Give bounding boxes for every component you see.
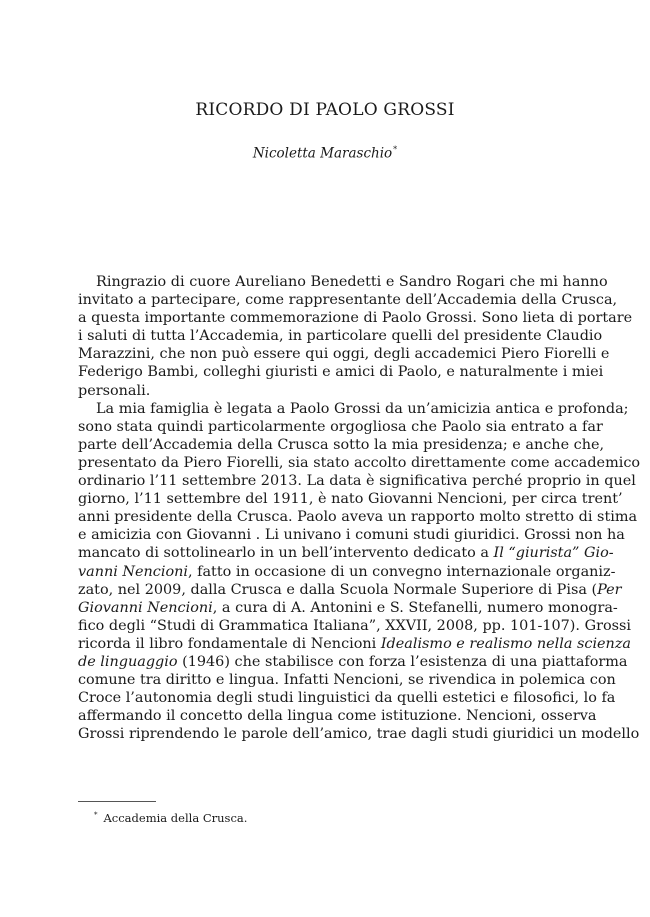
text-segment: parte dell’Accademia della Crusca sotto la mia presidenza; e anche che, xyxy=(78,436,605,453)
text-segment: anni presidente della Crusca. Paolo aveva un rapporto molto stretto di stima xyxy=(78,509,638,526)
text-line xyxy=(78,725,640,743)
text-segment: invitato a partecipare, come rappresentante dell’Accademia della Crusca, xyxy=(78,292,618,309)
text-segment: Marazzini, che non può essere qui oggi, degli accademici Piero Fiorelli e xyxy=(78,346,610,363)
text-segment: zato, nel 2009, dalla Crusca e dalla Scuola Normale Superiore di Pisa ( xyxy=(78,581,598,598)
text-line xyxy=(78,653,628,671)
author-line xyxy=(0,145,650,162)
text-line xyxy=(78,707,597,725)
author-name: Nicoletta Maraschio xyxy=(252,145,393,162)
text-segment: sono stata quindi particolarmente orgogliosa che Paolo sia entrato a far xyxy=(78,418,603,435)
text-line xyxy=(78,273,608,291)
footnote-mark: * xyxy=(94,811,98,820)
text-line xyxy=(78,599,618,617)
text-line xyxy=(78,689,616,707)
text-line xyxy=(78,382,574,400)
text-segment: personali. xyxy=(78,382,151,399)
text-line xyxy=(78,526,625,544)
text-segment: affermando il concetto della lingua come istituzione. Nencioni, osserva xyxy=(78,708,597,725)
text-line xyxy=(78,418,603,436)
text-line xyxy=(78,635,631,653)
text-line xyxy=(78,581,622,599)
text-segment: mancato di sottolinearlo in un bell’intervento dedicato a xyxy=(78,545,494,562)
text-segment: e amicizia con Giovanni . Li univano i comuni studi giuridici. Grossi non ha xyxy=(78,527,625,544)
text-line xyxy=(78,400,629,418)
italic-text: Idealismo e realismo nella scienza xyxy=(380,635,631,652)
italic-text: Il “giurista” Gio- xyxy=(493,545,614,562)
text-segment: fico degli “Studi di Grammatica Italiana”, XXVII, 2008, pp. 101-107). Grossi xyxy=(78,617,631,634)
text-line xyxy=(78,671,616,689)
article-title: RICORDO DI PAOLO GROSSI xyxy=(195,100,455,120)
text-segment: Grossi riprendendo le parole dell’amico, trae dagli studi giuridici un modello xyxy=(78,726,640,743)
text-segment: Federigo Bambi, colleghi giuristi e amici di Paolo, e naturalmente i miei xyxy=(78,364,604,381)
text-line xyxy=(78,327,603,345)
text-line xyxy=(78,309,633,327)
text-segment: Croce l’autonomia degli studi linguistici da quelli estetici e filosofici, lo fa xyxy=(78,690,616,707)
text-segment: (1946) che stabilisce con forza l’esistenza di una piattaforma xyxy=(177,653,628,670)
text-line xyxy=(78,363,604,381)
author-footnote-mark: * xyxy=(393,145,398,154)
text-line xyxy=(78,472,636,490)
italic-text: vanni Nencioni xyxy=(78,563,188,580)
text-line xyxy=(78,508,638,526)
text-line xyxy=(78,345,610,363)
text-segment: ordinario l’11 settembre 2013. La data è significativa perché proprio in quel xyxy=(78,473,636,490)
text-line xyxy=(78,436,605,454)
text-line xyxy=(78,563,616,581)
footnote xyxy=(94,811,247,825)
text-segment: Ringrazio di cuore Aureliano Benedetti e Sandro Rogari che mi hanno xyxy=(96,274,608,290)
paragraph xyxy=(78,273,633,400)
italic-text: de linguaggio xyxy=(78,653,178,670)
text-line xyxy=(78,490,623,508)
text-segment: , a cura di A. Antonini e S. Stefanelli, numero monogra- xyxy=(212,599,618,616)
footnote-text: Accademia della Crusca. xyxy=(103,811,248,825)
italic-text: Giovanni Nencioni xyxy=(78,599,213,616)
text-segment: i saluti di tutta l’Accademia, in particolare quelli del presidente Claudio xyxy=(78,328,603,345)
text-segment: giorno, l’11 settembre del 1911, è nato Giovanni Nencioni, per circa trent’ xyxy=(78,491,623,508)
text-segment: comune tra diritto e lingua. Infatti Nencioni, se rivendica in polemica con xyxy=(78,672,616,689)
article-body xyxy=(78,273,641,743)
text-segment: La mia famiglia è legata a Paolo Grossi da un’amicizia antica e profonda; xyxy=(96,400,629,417)
text-line xyxy=(78,544,614,562)
italic-text: Per xyxy=(597,581,622,598)
paragraph xyxy=(78,400,641,744)
text-line xyxy=(78,291,618,309)
text-segment: , fatto in occasione di un convegno internazionale organiz- xyxy=(188,563,616,580)
text-line xyxy=(78,454,641,472)
text-segment: a questa importante commemorazione di Paolo Grossi. Sono lieta di portare xyxy=(78,310,633,327)
text-segment: presentato da Piero Fiorelli, sia stato accolto direttamente come accademico xyxy=(78,454,641,471)
text-line xyxy=(78,617,631,635)
footnote-separator xyxy=(78,801,156,802)
text-segment: ricorda il libro fondamentale di Nencioni xyxy=(78,635,381,652)
